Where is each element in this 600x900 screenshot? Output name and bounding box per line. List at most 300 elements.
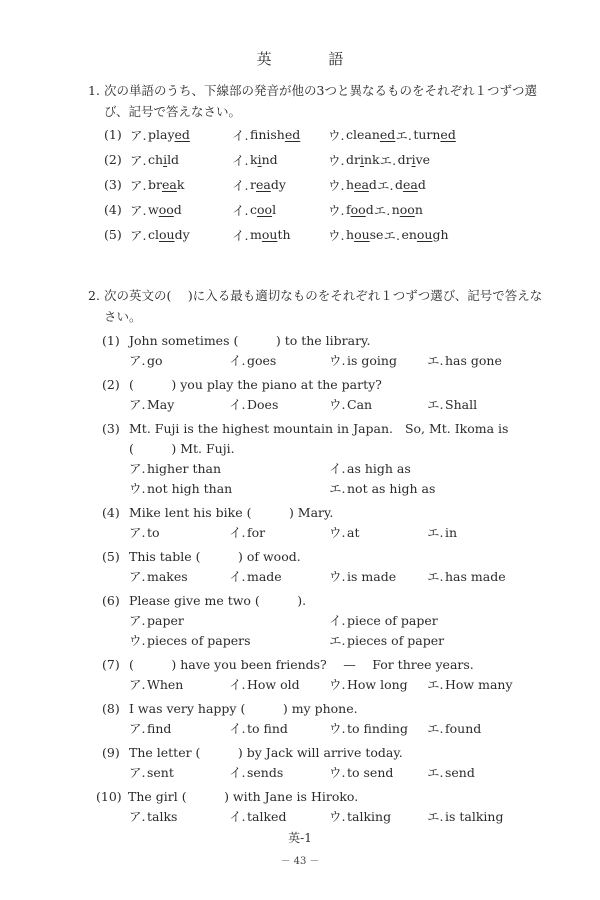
option-text: is made	[347, 569, 397, 584]
answer-option[interactable]	[329, 675, 427, 695]
option-label: ウ.	[329, 397, 346, 412]
answer-option[interactable]	[427, 395, 527, 415]
answer-option[interactable]	[232, 201, 328, 219]
options-row	[102, 807, 548, 827]
option-word	[346, 127, 395, 142]
underlined-part: ed	[379, 127, 396, 142]
pronunciation-item	[88, 222, 548, 247]
option-label: エ.	[427, 397, 444, 412]
part1-items	[88, 122, 548, 247]
question-text: The girl ( ) with Jane is Hiroko.	[128, 789, 359, 804]
option-label: エ.	[427, 525, 444, 540]
question	[88, 503, 548, 543]
word-prefix: k	[250, 152, 258, 167]
question-text: John sometimes ( ) to the library.	[129, 333, 371, 348]
option-text: not as high as	[347, 481, 436, 496]
option-label: イ.	[232, 227, 249, 243]
answer-option[interactable]	[232, 126, 328, 144]
option-word	[401, 227, 448, 242]
option-label: エ.	[373, 202, 391, 218]
answer-option[interactable]	[328, 176, 377, 194]
underlined-part: oo	[257, 202, 273, 217]
part1-section	[88, 80, 548, 247]
answer-option[interactable]	[229, 395, 329, 415]
question	[88, 699, 548, 739]
part2-section	[88, 285, 548, 830]
option-text: made	[247, 569, 282, 584]
option-text: not high than	[147, 481, 233, 496]
answer-option[interactable]	[329, 611, 529, 631]
option-label: イ.	[229, 569, 246, 584]
word-suffix: d	[365, 202, 374, 217]
word-prefix: m	[250, 227, 262, 242]
word-prefix: n	[391, 202, 400, 217]
answer-option[interactable]	[374, 201, 423, 219]
word-prefix: en	[401, 227, 417, 242]
word-suffix: d	[417, 177, 426, 192]
option-word	[250, 202, 276, 217]
option-label: ア.	[129, 397, 146, 412]
option-text: is going	[347, 353, 397, 368]
options-row	[102, 631, 548, 651]
option-word	[250, 227, 291, 242]
part1-number: 1.	[88, 83, 100, 98]
option-word	[413, 127, 456, 142]
option-label: ア.	[130, 227, 147, 243]
answer-option[interactable]	[329, 479, 529, 499]
answer-option[interactable]	[329, 567, 427, 587]
answer-option[interactable]	[229, 351, 329, 371]
answer-option[interactable]	[329, 523, 427, 543]
option-label: ウ.	[129, 481, 146, 496]
option-word	[148, 202, 182, 217]
answer-option[interactable]	[377, 176, 426, 194]
option-label: イ.	[229, 677, 246, 692]
question-number: (1)	[102, 333, 120, 348]
word-prefix: br	[148, 177, 162, 192]
answer-option[interactable]	[229, 719, 329, 739]
option-text: as high as	[347, 461, 411, 476]
option-text: higher than	[147, 461, 222, 476]
question-stem	[102, 743, 548, 763]
option-label: ウ.	[329, 569, 346, 584]
answer-option[interactable]	[129, 719, 229, 739]
pronunciation-item	[88, 147, 548, 172]
option-word	[346, 227, 383, 242]
question	[88, 419, 548, 499]
word-prefix: ch	[148, 152, 164, 167]
answer-option[interactable]	[427, 719, 527, 739]
question	[88, 331, 548, 371]
page-number: － 43 －	[280, 856, 320, 867]
question-stem	[102, 419, 548, 439]
question-number: (5)	[102, 549, 120, 564]
answer-option[interactable]	[427, 763, 527, 783]
word-prefix: dr	[346, 152, 360, 167]
option-label: エ.	[427, 353, 444, 368]
option-label: ア.	[130, 127, 147, 143]
page-title: 英 語	[256, 50, 370, 69]
question-number: (3)	[102, 421, 120, 436]
underlined-part: ou	[416, 227, 433, 242]
option-label: ア.	[129, 353, 146, 368]
answer-option[interactable]	[329, 807, 427, 827]
underlined-part: ed	[284, 127, 301, 142]
option-word	[392, 202, 423, 217]
option-label: ウ.	[129, 633, 146, 648]
answer-option[interactable]	[329, 719, 427, 739]
answer-option[interactable]	[129, 523, 229, 543]
option-text: pieces of papers	[147, 633, 251, 648]
option-text: talks	[147, 809, 178, 824]
word-prefix: dr	[397, 152, 412, 167]
option-label: ア.	[129, 677, 146, 692]
underlined-part: ea	[161, 177, 177, 192]
underlined-part: ed	[440, 127, 456, 142]
answer-option[interactable]	[427, 351, 527, 371]
option-label: ア.	[129, 613, 146, 628]
answer-option[interactable]	[427, 523, 527, 543]
option-label: ウ.	[328, 152, 345, 168]
option-text: piece of paper	[347, 613, 438, 628]
option-text: How long	[347, 677, 408, 692]
option-text: find	[147, 721, 172, 736]
word-prefix: turn	[413, 127, 441, 142]
answer-option[interactable]	[427, 675, 527, 695]
question-stem	[102, 503, 548, 523]
option-text: Does	[247, 397, 279, 412]
option-label: ア.	[129, 525, 146, 540]
question-number: (6)	[102, 593, 120, 608]
option-label: ウ.	[329, 525, 346, 540]
word-suffix: ld	[167, 152, 180, 167]
pronunciation-item	[88, 122, 548, 147]
answer-option[interactable]	[129, 479, 329, 499]
part2-questions	[88, 331, 548, 827]
option-text: to send	[347, 765, 394, 780]
answer-option[interactable]	[129, 763, 229, 783]
part1-heading	[88, 80, 548, 122]
question-text: This table ( ) of wood.	[129, 549, 301, 564]
answer-option[interactable]	[229, 763, 329, 783]
word-suffix: gh	[432, 227, 449, 242]
answer-option[interactable]	[329, 351, 427, 371]
answer-option[interactable]	[129, 611, 329, 631]
option-text: to	[147, 525, 160, 540]
option-label: ア.	[130, 152, 147, 168]
option-word	[395, 177, 426, 192]
option-text: found	[445, 721, 482, 736]
answer-option[interactable]	[229, 807, 329, 827]
question-stem	[96, 787, 548, 807]
option-label: ア.	[129, 569, 146, 584]
answer-option[interactable]	[329, 631, 529, 651]
question-text: Please give me two ( ).	[129, 593, 307, 608]
option-label: ウ.	[328, 177, 345, 193]
answer-option[interactable]	[329, 395, 427, 415]
question-stem	[102, 699, 548, 719]
answer-option[interactable]	[427, 567, 527, 587]
option-label: イ.	[229, 721, 246, 736]
section-code: 英-1	[288, 831, 312, 845]
word-suffix: nd	[261, 152, 278, 167]
underlined-part: ed	[174, 127, 190, 142]
option-text: talking	[347, 809, 392, 824]
answer-option[interactable]	[129, 567, 229, 587]
option-label: イ.	[232, 202, 249, 218]
answer-option[interactable]	[229, 675, 329, 695]
option-label: エ.	[427, 809, 444, 824]
options-row	[102, 611, 548, 631]
option-label: ウ.	[328, 227, 345, 243]
word-suffix: nk	[363, 152, 380, 167]
question	[88, 591, 548, 651]
options-row	[102, 459, 548, 479]
option-text: for	[247, 525, 266, 540]
question-stem	[102, 591, 548, 611]
option-label: エ.	[329, 633, 346, 648]
question-stem	[102, 331, 548, 351]
option-text: in	[445, 525, 458, 540]
question-text: Mike lent his bike ( ) Mary.	[129, 505, 334, 520]
answer-option[interactable]	[328, 226, 383, 244]
option-label: イ.	[229, 525, 246, 540]
answer-option[interactable]	[329, 459, 529, 479]
answer-option[interactable]	[129, 631, 329, 651]
answer-option[interactable]	[328, 126, 395, 144]
question-stem	[102, 655, 548, 675]
underlined-part: oo	[350, 202, 366, 217]
answer-option[interactable]	[395, 126, 456, 144]
question-text-continued: ( ) Mt. Fuji.	[129, 441, 235, 456]
word-prefix: d	[394, 177, 403, 192]
question-number: (8)	[102, 701, 120, 716]
answer-option[interactable]	[380, 151, 430, 169]
answer-option[interactable]	[129, 675, 229, 695]
answer-option[interactable]	[130, 176, 232, 194]
answer-option[interactable]	[229, 567, 329, 587]
option-label: イ.	[229, 397, 246, 412]
options-row	[102, 395, 548, 415]
option-label: エ.	[383, 227, 400, 243]
option-label: エ.	[395, 127, 412, 143]
pronunciation-item	[88, 172, 548, 197]
option-text: has gone	[445, 353, 502, 368]
option-text: goes	[247, 353, 277, 368]
word-prefix: f	[346, 202, 351, 217]
option-label: ウ.	[328, 127, 345, 143]
answer-option[interactable]	[130, 226, 232, 244]
underlined-part: i	[257, 152, 262, 167]
answer-option[interactable]	[229, 523, 329, 543]
option-label: イ.	[229, 353, 246, 368]
question-text: Mt. Fuji is the highest mountain in Japan. So, Mt. Ikoma is	[129, 421, 509, 436]
underlined-part: oo	[399, 202, 415, 217]
underlined-part: i	[359, 152, 364, 167]
option-label: イ.	[329, 461, 346, 476]
options-row	[102, 763, 548, 783]
word-suffix: ve	[415, 152, 431, 167]
option-label: イ.	[232, 127, 249, 143]
option-label: ア.	[130, 202, 147, 218]
word-prefix: clean	[346, 127, 380, 142]
word-prefix: r	[250, 177, 256, 192]
answer-option[interactable]	[129, 395, 229, 415]
question-text: ( ) you play the piano at the party?	[129, 377, 382, 392]
answer-option[interactable]	[130, 151, 232, 169]
option-label: ア.	[129, 809, 146, 824]
option-text: How old	[247, 677, 300, 692]
question	[88, 655, 548, 695]
option-label: エ.	[427, 765, 444, 780]
answer-option[interactable]	[328, 151, 380, 169]
word-suffix: dy	[270, 177, 286, 192]
option-text: is talking	[445, 809, 504, 824]
question	[88, 375, 548, 415]
option-label: エ.	[379, 152, 397, 168]
option-label: ウ.	[329, 353, 346, 368]
item-number: (5)	[104, 227, 122, 242]
option-text: has made	[445, 569, 506, 584]
answer-option[interactable]	[232, 151, 328, 169]
word-prefix: h	[346, 227, 355, 242]
option-text: go	[147, 353, 163, 368]
option-text: talked	[247, 809, 287, 824]
item-number: (1)	[104, 127, 122, 142]
question	[88, 743, 548, 783]
options-row	[102, 567, 548, 587]
answer-option[interactable]	[328, 201, 374, 219]
option-word	[148, 127, 190, 142]
option-label: ウ.	[328, 202, 345, 218]
question-text: ( ) have you been friends? — For three years.	[129, 657, 474, 672]
word-prefix: play	[148, 127, 175, 142]
option-word	[346, 152, 380, 167]
word-suffix: n	[414, 202, 423, 217]
option-text: to find	[247, 721, 288, 736]
item-number: (4)	[104, 202, 122, 217]
part1-instruction: 次の単語のうち、下線部の発音が他の3つと異なるものをそれぞれ１つずつ選び、記号で答えなさい。	[104, 83, 537, 119]
answer-option[interactable]	[329, 763, 427, 783]
option-label: エ.	[376, 177, 394, 193]
option-text: makes	[147, 569, 188, 584]
word-suffix: k	[176, 177, 185, 192]
question	[88, 787, 548, 827]
question-text: The letter ( ) by Jack will arrive today.	[129, 745, 403, 760]
pronunciation-item	[88, 197, 548, 222]
option-text: pieces of paper	[347, 633, 445, 648]
word-suffix: d	[368, 177, 377, 192]
option-label: エ.	[329, 481, 346, 496]
option-label: ウ.	[329, 809, 346, 824]
word-suffix: se	[369, 227, 384, 242]
option-word	[250, 127, 300, 142]
option-label: イ.	[229, 809, 246, 824]
option-word	[250, 177, 286, 192]
answer-option[interactable]	[232, 176, 328, 194]
answer-option[interactable]	[232, 226, 328, 244]
answer-option[interactable]	[383, 226, 448, 244]
word-suffix: dy	[174, 227, 190, 242]
option-text: at	[347, 525, 360, 540]
question	[88, 547, 548, 587]
option-label: イ.	[329, 613, 346, 628]
option-word	[346, 202, 374, 217]
option-word	[250, 152, 278, 167]
word-suffix: th	[277, 227, 291, 242]
option-label: ア.	[129, 765, 146, 780]
option-label: ウ.	[329, 721, 346, 736]
option-text: Can	[347, 397, 373, 412]
option-label: イ.	[232, 177, 249, 193]
answer-option[interactable]	[129, 351, 229, 371]
option-text: May	[147, 397, 175, 412]
answer-option[interactable]	[129, 807, 229, 827]
part2-number: 2.	[88, 288, 100, 303]
word-prefix: cl	[148, 227, 159, 242]
question-stem	[102, 547, 548, 567]
word-prefix: finish	[250, 127, 285, 142]
option-label: イ.	[232, 152, 249, 168]
option-text: sent	[147, 765, 174, 780]
part2-instruction: 次の英文の( )に入る最も適切なものをそれぞれ１つずつ選び、記号で答えなさい。	[104, 288, 543, 324]
option-word	[148, 152, 179, 167]
option-text: to finding	[347, 721, 408, 736]
option-word	[398, 152, 430, 167]
part2-heading	[88, 285, 548, 327]
item-number: (3)	[104, 177, 122, 192]
question-stem	[102, 375, 548, 395]
word-prefix: c	[250, 202, 258, 217]
option-label: ア.	[129, 721, 146, 736]
option-word	[148, 227, 190, 242]
question-number: (9)	[102, 745, 120, 760]
option-text: When	[147, 677, 184, 692]
option-text: Shall	[445, 397, 478, 412]
answer-option[interactable]	[130, 201, 232, 219]
question-text: I was very happy ( ) my phone.	[129, 701, 358, 716]
option-label: ア.	[129, 461, 146, 476]
word-prefix: w	[148, 202, 159, 217]
options-row	[102, 351, 548, 371]
question-number: (2)	[102, 377, 120, 392]
option-label: ウ.	[329, 765, 346, 780]
underlined-part: i	[411, 152, 416, 167]
option-text: sends	[247, 765, 284, 780]
question-number: (7)	[102, 657, 120, 672]
underlined-part: ea	[354, 177, 369, 192]
answer-option[interactable]	[129, 459, 329, 479]
underlined-part: ou	[261, 227, 278, 242]
underlined-part: oo	[158, 202, 174, 217]
option-text: send	[445, 765, 475, 780]
options-row	[102, 523, 548, 543]
word-suffix: d	[173, 202, 182, 217]
options-row	[102, 675, 548, 695]
underlined-part: ea	[402, 177, 418, 192]
option-label: エ.	[427, 569, 444, 584]
option-label: ア.	[130, 177, 147, 193]
option-word	[148, 177, 184, 192]
underlined-part: ea	[255, 177, 271, 192]
option-word	[346, 177, 377, 192]
question-number: (10)	[96, 789, 122, 804]
option-label: ウ.	[329, 677, 346, 692]
option-text: How many	[445, 677, 513, 692]
option-label: イ.	[229, 765, 246, 780]
answer-option[interactable]	[130, 126, 232, 144]
answer-option[interactable]	[427, 807, 527, 827]
